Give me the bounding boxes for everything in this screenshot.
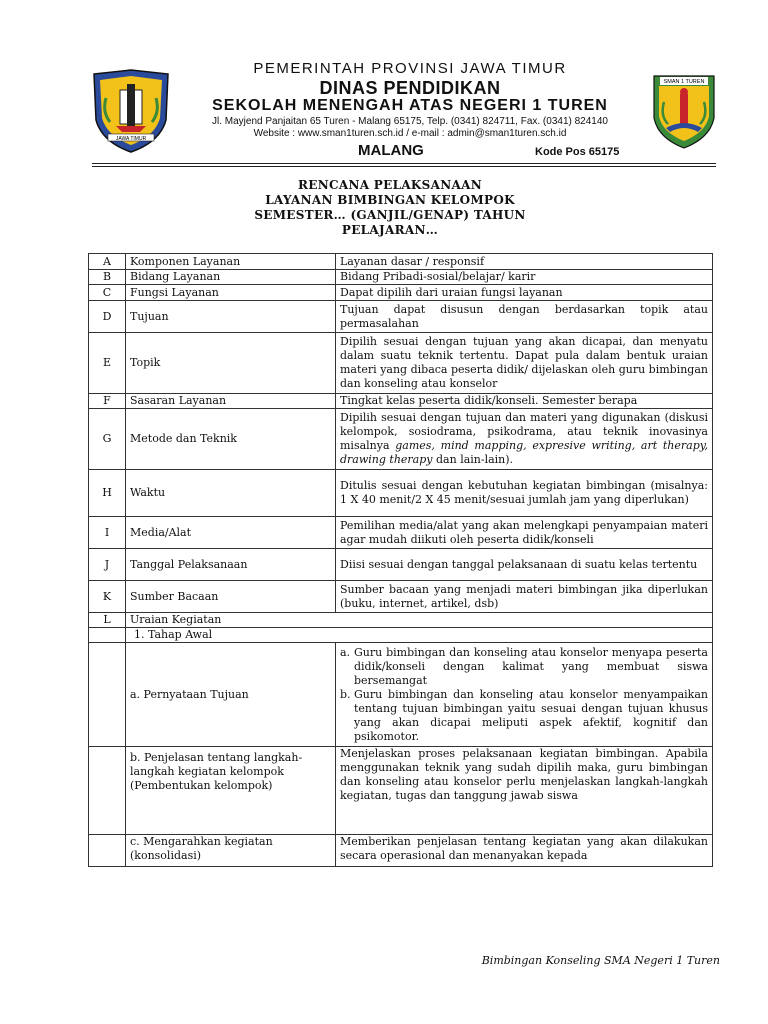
doc-title-line-2: LAYANAN BIMBINGAN KELOMPOK (265, 193, 515, 207)
row-label: Tujuan (126, 301, 336, 333)
row-value (336, 409, 713, 470)
row-label: Tanggal Pelaksanaan (126, 549, 336, 581)
row-label: Sasaran Layanan (126, 394, 336, 409)
row-letter: C (89, 285, 126, 301)
letterhead-city: MALANG (358, 142, 424, 159)
table-row (89, 835, 713, 867)
row-value: Memberikan penjelasan tentang kegiatan yang akan dilakukan secara operasional dan menanyakan kepada (336, 835, 713, 867)
list-item (340, 646, 708, 688)
table-row (89, 409, 713, 470)
row-label: Bidang Layanan (126, 270, 336, 285)
table-row (89, 470, 713, 517)
row-value: Menjelaskan proses pelaksanaan kegiatan bimbingan. Apabila menggunakan teknik yang sudah dipilih maka, guru bimbingan dan konseling atau konselor perlu menjelaskan langkah-langkah kegiatan, tugas dan tanggung jawab siswa (336, 747, 713, 835)
row-label: Topik (126, 333, 336, 394)
row-letter: G (89, 409, 126, 470)
row-value: Layanan dasar / responsif (336, 254, 713, 270)
row-label: Komponen Layanan (126, 254, 336, 270)
blank-cell (89, 747, 126, 835)
list-marker: b. (340, 687, 351, 701)
list-item (340, 688, 708, 744)
row-letter: E (89, 333, 126, 394)
row-value: Pemilihan media/alat yang akan melengkapi penyampaian materi agar mudah diikuti oleh peserta didik/konseli (336, 517, 713, 549)
letterhead-department: DINAS PENDIDIKAN (319, 78, 501, 98)
row-label: Media/Alat (126, 517, 336, 549)
row-value: Dapat dipilih dari uraian fungsi layanan (336, 285, 713, 301)
row-letter: J (89, 549, 126, 581)
row-value: Bidang Pribadi-sosial/belajar/ karir (336, 270, 713, 285)
left-logo-text: JAWA TIMUR (115, 136, 147, 142)
jawa-timur-emblem (90, 68, 172, 154)
table-row (89, 270, 713, 285)
row-letter: H (89, 470, 126, 517)
table-row (89, 394, 713, 409)
row-letter: B (89, 270, 126, 285)
letterhead-school: SEKOLAH MENENGAH ATAS NEGERI 1 TUREN (212, 97, 608, 114)
letterhead-rule-thin (92, 166, 716, 167)
table-row (89, 613, 713, 628)
blank-cell (89, 628, 126, 643)
row-letter: I (89, 517, 126, 549)
table-row (89, 301, 713, 333)
stage-heading: 1. Tahap Awal (126, 628, 713, 643)
row-value: Tingkat kelas peserta didik/konseli. Semester berapa (336, 394, 713, 409)
row-value-text-end: dan lain-lain). (432, 453, 514, 466)
list-text: Guru bimbingan dan konseling atau konselor menyapa peserta didik/konseli dengan kalimat yang membuat siswa bersemangat (354, 645, 708, 687)
row-label: Uraian Kegiatan (126, 613, 713, 628)
row-label: Sumber Bacaan (126, 581, 336, 613)
row-letter: D (89, 301, 126, 333)
row-label: a. Pernyataan Tujuan (126, 643, 336, 747)
row-value: Ditulis sesuai dengan kebutuhan kegiatan bimbingan (misalnya: 1 X 40 menit/2 X 45 menit/sesuai jumlah jam yang diperlukan) (336, 470, 713, 517)
row-label: Fungsi Layanan (126, 285, 336, 301)
row-value: Sumber bacaan yang menjadi materi bimbingan jika diperlukan (buku, internet, artikel, dsb) (336, 581, 713, 613)
row-value-italic: games, mind mapping, expresive writing, art therapy, drawing therapy (340, 439, 708, 466)
row-letter: A (89, 254, 126, 270)
row-letter: K (89, 581, 126, 613)
row-value-text: Dipilih sesuai dengan tujuan dan materi yang digunakan (diskusi kelompok, sosiodrama, psikodrama, atau teknik inovasinya misalnya (340, 411, 708, 452)
row-label: c. Mengarahkan kegiatan (konsolidasi) (126, 835, 336, 867)
table-row (89, 549, 713, 581)
row-label: Waktu (126, 470, 336, 517)
list-text: Guru bimbingan dan konseling atau konselor menyampaikan tentang tujuan bimbingan yaitu sesuai dengan tujuan khusus yang akan dicapai meliputi aspek afektif, kognitif dan psikomotor. (354, 687, 708, 743)
row-letter: L (89, 613, 126, 628)
row-letter: F (89, 394, 126, 409)
doc-title-line-1: RENCANA PELAKSANAAN (298, 178, 482, 192)
letterhead-address: Jl. Mayjend Panjaitan 65 Turen - Malang 65175, Telp. (0341) 824711, Fax. (0341) 824140 (211, 116, 608, 127)
table-row (89, 643, 713, 747)
table-row (89, 628, 713, 643)
table-row (89, 333, 713, 394)
table-row (89, 254, 713, 270)
table-row (89, 747, 713, 835)
row-value: Tujuan dapat disusun dengan berdasarkan topik atau permasalahan (336, 301, 713, 333)
doc-title-line-3: SEMESTER… (GANJIL/GENAP) TAHUN (254, 208, 526, 222)
row-label: Metode dan Teknik (126, 409, 336, 470)
row-label: b. Penjelasan tentang langkah-langkah kegiatan kelompok (Pembentukan kelompok) (126, 747, 336, 835)
page-footer: Bimbingan Konseling SMA Negeri 1 Turen (481, 954, 720, 967)
school-emblem (650, 72, 718, 150)
table-row (89, 285, 713, 301)
row-value (336, 643, 713, 747)
plan-table (88, 253, 713, 867)
blank-cell (89, 835, 126, 867)
table-row (89, 517, 713, 549)
row-value: Dipilih sesuai dengan tujuan yang akan dicapai, dan menyatu dalam suatu teknik tertentu. Dapat pula dalam bentuk uraian materi yang dibaca peserta didik/ dijelaskan oleh guru bimbingan dan konseling atau konselor (336, 333, 713, 394)
letterhead-website: Website : www.sman1turen.sch.id / e-mail : admin@sman1turen.sch.id (253, 128, 567, 139)
row-value: Diisi sesuai dengan tanggal pelaksanaan di suatu kelas tertentu (336, 549, 713, 581)
letterhead-postal-code: Kode Pos 65175 (535, 146, 620, 158)
blank-cell (89, 643, 126, 747)
letterhead-rule (92, 163, 716, 164)
right-logo-text: SMAN 1 TUREN (663, 79, 705, 85)
table-row (89, 581, 713, 613)
doc-title-line-4: PELAJARAN… (341, 223, 439, 237)
list-marker: a. (340, 645, 351, 659)
letterhead-government: PEMERINTAH PROVINSI JAWA TIMUR (253, 60, 567, 77)
